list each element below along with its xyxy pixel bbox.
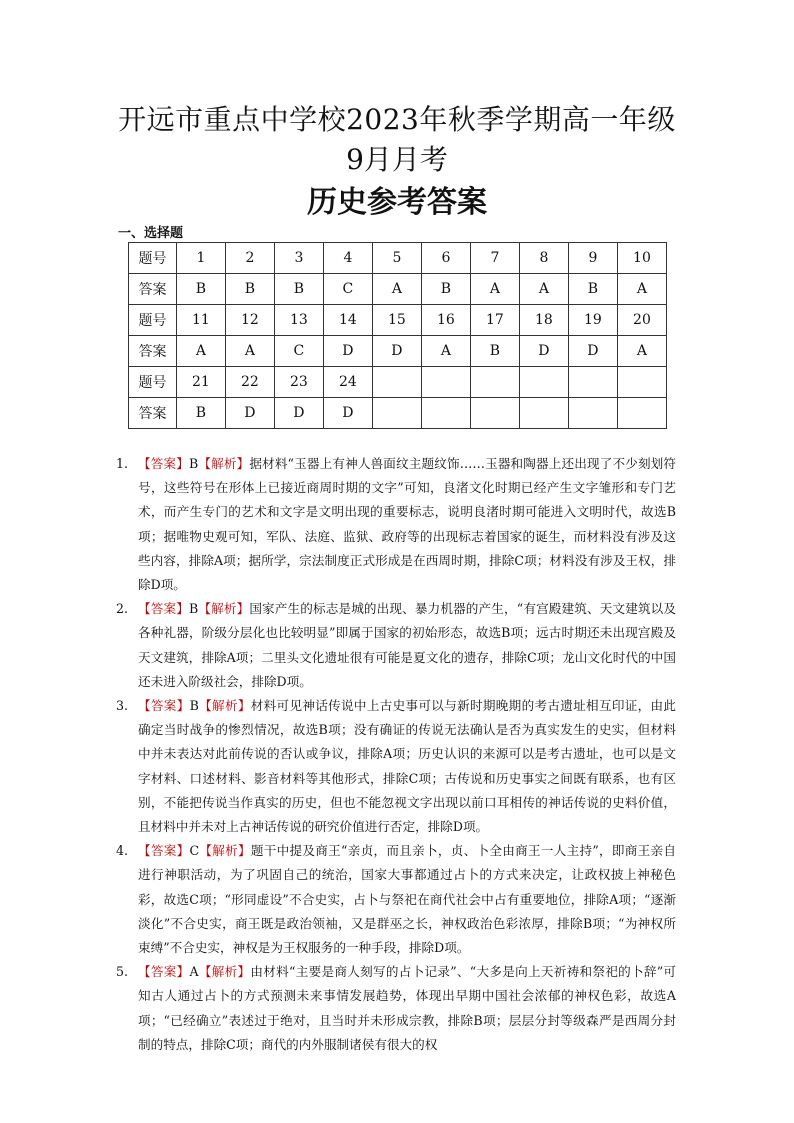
answer-cell: 6 <box>421 243 470 274</box>
row-label: 题号 <box>129 367 177 398</box>
answer-cell: 12 <box>225 305 274 336</box>
answer-letter: C <box>189 843 200 859</box>
answer-cell <box>519 367 568 398</box>
answer-cell: 13 <box>274 305 323 336</box>
analysis-item <box>116 597 676 694</box>
title-exam: 9月月考 <box>346 143 448 176</box>
answer-table-row <box>129 398 667 429</box>
answer-cell: A <box>176 336 225 367</box>
answer-cell: B <box>176 398 225 429</box>
answer-cell: 24 <box>323 367 372 398</box>
answer-cell <box>568 398 617 429</box>
section-label-multiple-choice: 一、选择题 <box>118 226 184 241</box>
title-school-term: 开远市重点中学校2023年秋季学期高一年级 <box>118 103 676 136</box>
answer-cell: B <box>470 336 519 367</box>
answer-cell: 11 <box>176 305 225 336</box>
analysis-text: 据材料“玉器上有神人兽面纹主题纹饰……玉器和陶器上还出现了不少刻划符号，这些符号在形体上已接近商周时期的文字”可知，良渚文化时期已经产生文字雏形和专门艺术，而产生专门的艺术和文字是文明出现的重要标志，说明良渚时期可能进入文明时代，故选B项；据唯物史观可知，军队、法庭、监狱、政府等的出现标志着国家的诞生，而材料没有涉及这些内容，排除A项；据所学，宗法制度正式形成是在西周时期，排除C项；材料没有涉及王权，排除D项。 <box>138 456 677 593</box>
answer-cell: A <box>470 274 519 305</box>
answer-cell: 1 <box>176 243 225 274</box>
analysis-item <box>116 694 676 839</box>
answer-cell: A <box>372 274 421 305</box>
answer-cell: 19 <box>568 305 617 336</box>
answer-cell: 15 <box>372 305 421 336</box>
answer-cell: 20 <box>617 305 666 336</box>
analysis-tag: 【解析】 <box>198 698 251 714</box>
answer-table <box>128 242 667 429</box>
answer-cell <box>372 367 421 398</box>
analysis-item <box>116 452 676 597</box>
analysis-tag: 【解析】 <box>198 601 250 617</box>
row-label: 答案 <box>129 336 177 367</box>
item-number: 3. <box>116 698 129 714</box>
row-label: 答案 <box>129 274 177 305</box>
item-number: 5. <box>116 964 129 980</box>
analysis-item <box>116 960 676 1057</box>
answer-tag: 【答案】 <box>138 456 189 471</box>
answer-cell: D <box>323 336 372 367</box>
item-body <box>138 960 676 1057</box>
item-body <box>138 839 676 960</box>
answer-cell: C <box>274 336 323 367</box>
answer-cell: B <box>421 274 470 305</box>
analysis-text: 材料可见神话传说中上古史事可以与新时期晚期的考古遗址相互印证，由此确定当时战争的惨烈情况，故选B项；没有确证的传说无法确认是否为真实发生的史实，但材料中并未表达对此前传说的否认或争议，排除A项；历史认识的来源可以是考古遗址，也可以是文字材料、口述材料、影音材料等其他形式，排除C项；古传说和历史事实之间既有联系，也有区别，不能把传说当作真实的历史，但也不能忽视文字出现以前口耳相传的神话传说的史料价值，且材料中并未对上古神话传说的研究价值进行否定，排除D项。 <box>138 698 677 835</box>
answer-cell: A <box>225 336 274 367</box>
answer-letter: B <box>188 601 199 617</box>
answer-cell: D <box>323 398 372 429</box>
answer-table-row <box>129 243 667 274</box>
answer-cell: A <box>617 336 666 367</box>
answer-tag: 【答案】 <box>138 843 190 859</box>
answer-table-row <box>129 367 667 398</box>
answer-cell: B <box>274 274 323 305</box>
analysis-item <box>116 839 676 960</box>
analysis-tag: 【解析】 <box>198 964 251 980</box>
answer-cell: 21 <box>176 367 225 398</box>
answer-cell <box>617 398 666 429</box>
answer-cell: 23 <box>274 367 323 398</box>
answer-cell: A <box>519 274 568 305</box>
answer-cell: 4 <box>323 243 372 274</box>
answer-cell: 9 <box>568 243 617 274</box>
answer-table-row <box>129 336 667 367</box>
answer-cell <box>372 398 421 429</box>
analysis-tag: 【解析】 <box>198 456 250 471</box>
item-number: 1. <box>116 456 129 471</box>
title-answer-key: 历史参考答案 <box>307 185 487 220</box>
analysis-list <box>116 452 676 1057</box>
answer-cell: 18 <box>519 305 568 336</box>
answer-letter: B <box>188 456 199 471</box>
answer-cell: C <box>323 274 372 305</box>
analysis-text: 题干中提及商王“亲贞，而且亲卜，贞、卜全由商王一人主持”，即商王亲自进行神职活动，为了巩固自己的统治，国家大事都通过占卜的方式来决定，让政权披上神秘色彩，故选C项；“形同虚设”不合史实，占卜与祭祀在商代社会中占有重要地位，排除A项；“逐渐淡化”不合史实，商王既是政治领袖，又是群巫之长，神权政治色彩浓厚，排除B项；“为神权所束缚”不合史实，神权是为王权服务的一种手段，排除D项。 <box>138 843 677 956</box>
answer-cell: D <box>372 336 421 367</box>
answer-cell: 2 <box>225 243 274 274</box>
row-label: 答案 <box>129 398 177 429</box>
answer-cell: 7 <box>470 243 519 274</box>
answer-letter: A <box>189 964 199 980</box>
answer-cell: 16 <box>421 305 470 336</box>
answer-cell: 3 <box>274 243 323 274</box>
answer-cell <box>421 398 470 429</box>
answer-cell: 17 <box>470 305 519 336</box>
answer-tag: 【答案】 <box>138 698 190 714</box>
analysis-tag: 【解析】 <box>199 843 251 859</box>
item-body <box>138 694 676 839</box>
row-label: 题号 <box>129 243 177 274</box>
answer-cell: A <box>421 336 470 367</box>
answer-cell: 14 <box>323 305 372 336</box>
answer-cell: 22 <box>225 367 274 398</box>
answer-cell <box>470 398 519 429</box>
answer-cell: D <box>568 336 617 367</box>
answer-cell: A <box>617 274 666 305</box>
item-number: 4. <box>116 843 129 859</box>
answer-cell <box>421 367 470 398</box>
answer-cell <box>519 398 568 429</box>
item-body <box>138 452 676 597</box>
answer-cell: D <box>519 336 568 367</box>
answer-cell: B <box>176 274 225 305</box>
answer-cell: B <box>568 274 617 305</box>
answer-cell: D <box>225 398 274 429</box>
item-body <box>138 597 676 694</box>
answer-cell: B <box>225 274 274 305</box>
answer-letter: B <box>189 698 199 714</box>
item-number: 2. <box>116 601 129 617</box>
answer-cell <box>568 367 617 398</box>
answer-cell: 8 <box>519 243 568 274</box>
answer-table-row <box>129 274 667 305</box>
answer-cell: 10 <box>617 243 666 274</box>
answer-cell <box>617 367 666 398</box>
answer-cell: 5 <box>372 243 421 274</box>
answer-cell: D <box>274 398 323 429</box>
answer-table-row <box>129 305 667 336</box>
analysis-text: 国家产生的标志是城的出现、暴力机器的产生，“有宫殿建筑、天文建筑以及各种礼器，阶级分层化也比较明显”即属于国家的初始形态，故选B项；远古时期还未出现宫殿及天文建筑，排除A项；二里头文化遗址很有可能是夏文化的遗存，排除C项；龙山文化时代的中国还未进入阶级社会，排除D项。 <box>138 601 677 689</box>
answer-tag: 【答案】 <box>138 601 189 617</box>
row-label: 题号 <box>129 305 177 336</box>
answer-tag: 【答案】 <box>138 964 190 980</box>
answer-cell <box>470 367 519 398</box>
analysis-text: 由材料“主要是商人刻写的占卜记录”、“大多是向上天祈祷和祭祀的卜辞”可知古人通过占卜的方式预测未来事情发展趋势，体现出早期中国社会浓郁的神权色彩，故选A项；“已经确立”表述过于绝对，且当时并未形成宗教，排除B项；层层分封等级森严是西周分封制的特点，排除C项；商代的内外服制诸侯有很大的权 <box>138 964 677 1052</box>
